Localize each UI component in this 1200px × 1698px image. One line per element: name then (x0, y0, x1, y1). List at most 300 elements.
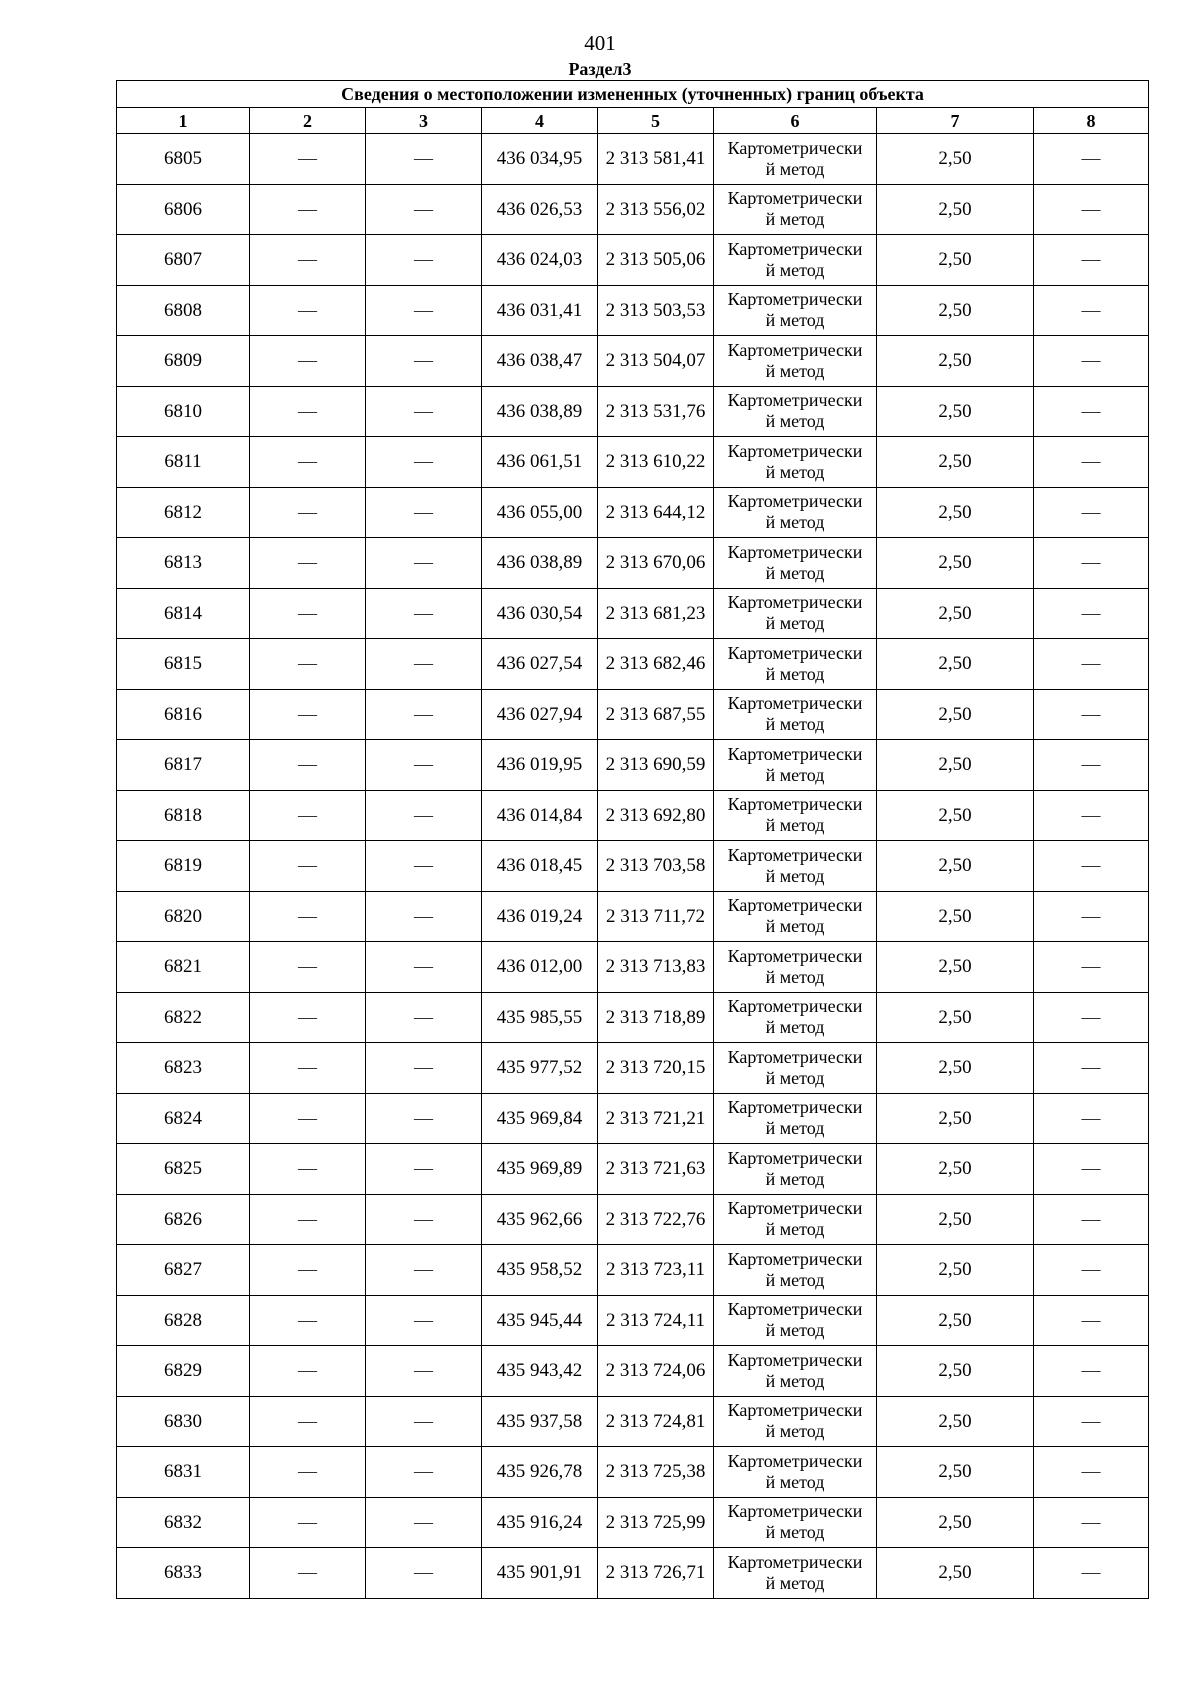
column-header: 6 (714, 108, 877, 134)
x-coordinate-cell: 435 926,78 (482, 1447, 598, 1498)
method-text-line: Картометрически (727, 1248, 863, 1269)
method-cell (714, 1497, 877, 1548)
cell-col-3: — (366, 184, 482, 235)
method-text-line: й метод (765, 1067, 825, 1088)
cell-col-2: — (250, 942, 366, 993)
x-coordinate-cell: 436 026,53 (482, 184, 598, 235)
y-coordinate-cell: 2 313 610,22 (598, 437, 714, 488)
cell-col-3: — (366, 1497, 482, 1548)
accuracy-cell: 2,50 (877, 1447, 1034, 1498)
point-number-cell: 6814 (117, 588, 250, 639)
cell-col-8: — (1034, 992, 1149, 1043)
x-coordinate-cell: 436 031,41 (482, 285, 598, 336)
y-coordinate-cell: 2 313 556,02 (598, 184, 714, 235)
column-header: 5 (598, 108, 714, 134)
method-text-line: Картометрически (727, 1299, 863, 1320)
cell-col-2: — (250, 891, 366, 942)
method-text-line: й метод (765, 1118, 825, 1139)
accuracy-cell: 2,50 (877, 1396, 1034, 1447)
cell-col-8: — (1034, 1194, 1149, 1245)
method-cell (714, 538, 877, 589)
method-cell (714, 992, 877, 1043)
cell-col-8: — (1034, 1548, 1149, 1599)
column-header: 7 (877, 108, 1034, 134)
table-row (117, 1194, 1149, 1245)
method-text-line: Картометрически (727, 390, 863, 411)
y-coordinate-cell: 2 313 723,11 (598, 1245, 714, 1296)
point-number-cell: 6819 (117, 841, 250, 892)
accuracy-cell: 2,50 (877, 184, 1034, 235)
method-text-line: й метод (765, 613, 825, 634)
x-coordinate-cell: 436 038,89 (482, 538, 598, 589)
point-number-cell: 6832 (117, 1497, 250, 1548)
table-row (117, 1396, 1149, 1447)
boundary-coordinates-table (116, 80, 1149, 1599)
cell-col-8: — (1034, 1346, 1149, 1397)
method-text-line: Картометрически (727, 238, 863, 259)
cell-col-8: — (1034, 538, 1149, 589)
cell-col-8: — (1034, 1245, 1149, 1296)
cell-col-3: — (366, 1295, 482, 1346)
method-text-line: Картометрически (727, 1551, 863, 1572)
cell-col-2: — (250, 689, 366, 740)
x-coordinate-cell: 436 034,95 (482, 134, 598, 185)
cell-col-8: — (1034, 891, 1149, 942)
x-coordinate-cell: 436 019,24 (482, 891, 598, 942)
cell-col-2: — (250, 1346, 366, 1397)
cell-col-2: — (250, 1043, 366, 1094)
accuracy-cell: 2,50 (877, 1144, 1034, 1195)
x-coordinate-cell: 436 012,00 (482, 942, 598, 993)
table-row (117, 639, 1149, 690)
table-row (117, 1093, 1149, 1144)
method-text-line: Картометрически (727, 1501, 863, 1522)
method-cell (714, 1194, 877, 1245)
method-text-line: Картометрически (727, 541, 863, 562)
y-coordinate-cell: 2 313 503,53 (598, 285, 714, 336)
y-coordinate-cell: 2 313 644,12 (598, 487, 714, 538)
cell-col-3: — (366, 639, 482, 690)
point-number-cell: 6813 (117, 538, 250, 589)
table-row (117, 740, 1149, 791)
point-number-cell: 6806 (117, 184, 250, 235)
accuracy-cell: 2,50 (877, 1093, 1034, 1144)
method-text-line: Картометрически (727, 1147, 863, 1168)
table-row (117, 235, 1149, 286)
point-number-cell: 6816 (117, 689, 250, 740)
table-row (117, 1245, 1149, 1296)
cell-col-3: — (366, 134, 482, 185)
method-text-line: Картометрически (727, 1046, 863, 1067)
cell-col-2: — (250, 386, 366, 437)
point-number-cell: 6808 (117, 285, 250, 336)
accuracy-cell: 2,50 (877, 841, 1034, 892)
x-coordinate-cell: 435 977,52 (482, 1043, 598, 1094)
method-cell (714, 1346, 877, 1397)
method-text-line: й метод (765, 815, 825, 836)
table-caption-row (117, 81, 1149, 108)
cell-col-3: — (366, 1245, 482, 1296)
column-header: 1 (117, 108, 250, 134)
table-row (117, 285, 1149, 336)
accuracy-cell: 2,50 (877, 235, 1034, 286)
point-number-cell: 6810 (117, 386, 250, 437)
method-cell (714, 841, 877, 892)
point-number-cell: 6825 (117, 1144, 250, 1195)
cell-col-3: — (366, 437, 482, 488)
method-cell (714, 1548, 877, 1599)
method-text-line: Картометрически (727, 1349, 863, 1370)
table-row (117, 386, 1149, 437)
cell-col-3: — (366, 689, 482, 740)
method-cell (714, 790, 877, 841)
y-coordinate-cell: 2 313 725,99 (598, 1497, 714, 1548)
cell-col-2: — (250, 1295, 366, 1346)
cell-col-3: — (366, 1548, 482, 1599)
y-coordinate-cell: 2 313 531,76 (598, 386, 714, 437)
column-header: 8 (1034, 108, 1149, 134)
cell-col-8: — (1034, 336, 1149, 387)
point-number-cell: 6829 (117, 1346, 250, 1397)
cell-col-8: — (1034, 184, 1149, 235)
table-row (117, 841, 1149, 892)
point-number-cell: 6812 (117, 487, 250, 538)
method-cell (714, 285, 877, 336)
method-text-line: Картометрически (727, 440, 863, 461)
method-text-line: Картометрически (727, 339, 863, 360)
cell-col-3: — (366, 1144, 482, 1195)
cell-col-2: — (250, 285, 366, 336)
table-row (117, 689, 1149, 740)
method-text-line: й метод (765, 158, 825, 179)
cell-col-3: — (366, 588, 482, 639)
table-row (117, 184, 1149, 235)
cell-col-8: — (1034, 942, 1149, 993)
x-coordinate-cell: 435 962,66 (482, 1194, 598, 1245)
y-coordinate-cell: 2 313 504,07 (598, 336, 714, 387)
accuracy-cell: 2,50 (877, 336, 1034, 387)
accuracy-cell: 2,50 (877, 487, 1034, 538)
method-text-line: й метод (765, 916, 825, 937)
method-text-line: й метод (765, 562, 825, 583)
point-number-cell: 6818 (117, 790, 250, 841)
y-coordinate-cell: 2 313 713,83 (598, 942, 714, 993)
method-cell (714, 942, 877, 993)
x-coordinate-cell: 435 916,24 (482, 1497, 598, 1548)
cell-col-8: — (1034, 1447, 1149, 1498)
y-coordinate-cell: 2 313 724,06 (598, 1346, 714, 1397)
method-cell (714, 1295, 877, 1346)
x-coordinate-cell: 435 943,42 (482, 1346, 598, 1397)
y-coordinate-cell: 2 313 505,06 (598, 235, 714, 286)
cell-col-2: — (250, 538, 366, 589)
accuracy-cell: 2,50 (877, 1295, 1034, 1346)
x-coordinate-cell: 436 055,00 (482, 487, 598, 538)
accuracy-cell: 2,50 (877, 942, 1034, 993)
table-row (117, 588, 1149, 639)
method-text-line: й метод (765, 461, 825, 482)
point-number-cell: 6831 (117, 1447, 250, 1498)
method-text-line: й метод (765, 865, 825, 886)
method-text-line: Картометрически (727, 1198, 863, 1219)
y-coordinate-cell: 2 313 690,59 (598, 740, 714, 791)
accuracy-cell: 2,50 (877, 437, 1034, 488)
x-coordinate-cell: 436 024,03 (482, 235, 598, 286)
cell-col-2: — (250, 639, 366, 690)
table-row (117, 891, 1149, 942)
method-cell (714, 891, 877, 942)
point-number-cell: 6823 (117, 1043, 250, 1094)
cell-col-3: — (366, 841, 482, 892)
table-row (117, 437, 1149, 488)
y-coordinate-cell: 2 313 721,63 (598, 1144, 714, 1195)
method-cell (714, 1093, 877, 1144)
point-number-cell: 6815 (117, 639, 250, 690)
point-number-cell: 6822 (117, 992, 250, 1043)
cell-col-8: — (1034, 235, 1149, 286)
accuracy-cell: 2,50 (877, 386, 1034, 437)
cell-col-2: — (250, 1497, 366, 1548)
method-cell (714, 1245, 877, 1296)
method-cell (714, 1447, 877, 1498)
method-text-line: Картометрически (727, 895, 863, 916)
method-text-line: й метод (765, 512, 825, 533)
cell-col-3: — (366, 942, 482, 993)
point-number-cell: 6826 (117, 1194, 250, 1245)
method-cell (714, 1144, 877, 1195)
cell-col-8: — (1034, 588, 1149, 639)
cell-col-2: — (250, 134, 366, 185)
method-cell (714, 437, 877, 488)
method-text-line: й метод (765, 1572, 825, 1593)
table-row (117, 336, 1149, 387)
method-cell (714, 134, 877, 185)
cell-col-3: — (366, 285, 482, 336)
method-cell (714, 1043, 877, 1094)
cell-col-2: — (250, 1245, 366, 1296)
accuracy-cell: 2,50 (877, 285, 1034, 336)
point-number-cell: 6824 (117, 1093, 250, 1144)
cell-col-8: — (1034, 639, 1149, 690)
method-cell (714, 1396, 877, 1447)
method-text-line: й метод (765, 360, 825, 381)
cell-col-2: — (250, 487, 366, 538)
x-coordinate-cell: 436 019,95 (482, 740, 598, 791)
cell-col-3: — (366, 1043, 482, 1094)
accuracy-cell: 2,50 (877, 1043, 1034, 1094)
table-row (117, 1043, 1149, 1094)
x-coordinate-cell: 436 027,54 (482, 639, 598, 690)
x-coordinate-cell: 435 958,52 (482, 1245, 598, 1296)
x-coordinate-cell: 435 985,55 (482, 992, 598, 1043)
table-row (117, 1346, 1149, 1397)
cell-col-2: — (250, 1144, 366, 1195)
cell-col-3: — (366, 1396, 482, 1447)
method-text-line: й метод (765, 1168, 825, 1189)
accuracy-cell: 2,50 (877, 538, 1034, 589)
table-row (117, 538, 1149, 589)
page-number: 401 (584, 31, 616, 55)
cell-col-2: — (250, 1396, 366, 1447)
x-coordinate-cell: 436 014,84 (482, 790, 598, 841)
cell-col-2: — (250, 740, 366, 791)
method-text-line: й метод (765, 764, 825, 785)
point-number-cell: 6807 (117, 235, 250, 286)
accuracy-cell: 2,50 (877, 1548, 1034, 1599)
cell-col-3: — (366, 538, 482, 589)
method-text-line: Картометрически (727, 693, 863, 714)
x-coordinate-cell: 435 901,91 (482, 1548, 598, 1599)
table-row (117, 1447, 1149, 1498)
column-header: 3 (366, 108, 482, 134)
method-text-line: й метод (765, 259, 825, 280)
cell-col-2: — (250, 437, 366, 488)
table-row (117, 1295, 1149, 1346)
method-cell (714, 487, 877, 538)
cell-col-2: — (250, 992, 366, 1043)
table-row (117, 134, 1149, 185)
x-coordinate-cell: 435 937,58 (482, 1396, 598, 1447)
y-coordinate-cell: 2 313 720,15 (598, 1043, 714, 1094)
cell-col-8: — (1034, 790, 1149, 841)
point-number-cell: 6828 (117, 1295, 250, 1346)
method-text-line: Картометрически (727, 289, 863, 310)
accuracy-cell: 2,50 (877, 790, 1034, 841)
cell-col-2: — (250, 235, 366, 286)
method-text-line: Картометрически (727, 794, 863, 815)
table-header-row (117, 108, 1149, 134)
method-text-line: Картометрически (727, 743, 863, 764)
accuracy-cell: 2,50 (877, 1194, 1034, 1245)
cell-col-3: — (366, 1093, 482, 1144)
y-coordinate-cell: 2 313 724,81 (598, 1396, 714, 1447)
cell-col-3: — (366, 386, 482, 437)
x-coordinate-cell: 436 061,51 (482, 437, 598, 488)
cell-col-3: — (366, 1447, 482, 1498)
cell-col-3: — (366, 740, 482, 791)
point-number-cell: 6821 (117, 942, 250, 993)
method-text-line: й метод (765, 411, 825, 432)
method-text-line: й метод (765, 966, 825, 987)
point-number-cell: 6827 (117, 1245, 250, 1296)
table-body (117, 134, 1149, 1599)
method-text-line: Картометрически (727, 1097, 863, 1118)
accuracy-cell: 2,50 (877, 1346, 1034, 1397)
cell-col-2: — (250, 790, 366, 841)
method-text-line: й метод (765, 1269, 825, 1290)
method-text-line: й метод (765, 663, 825, 684)
cell-col-8: — (1034, 386, 1149, 437)
method-text-line: й метод (765, 1320, 825, 1341)
method-cell (714, 336, 877, 387)
cell-col-8: — (1034, 437, 1149, 488)
method-cell (714, 639, 877, 690)
cell-col-8: — (1034, 689, 1149, 740)
accuracy-cell: 2,50 (877, 1245, 1034, 1296)
table-row (117, 487, 1149, 538)
table-row (117, 942, 1149, 993)
method-text-line: Картометрически (727, 1400, 863, 1421)
point-number-cell: 6830 (117, 1396, 250, 1447)
cell-col-2: — (250, 184, 366, 235)
accuracy-cell: 2,50 (877, 992, 1034, 1043)
table-row (117, 1497, 1149, 1548)
point-number-cell: 6805 (117, 134, 250, 185)
table-row (117, 1548, 1149, 1599)
accuracy-cell: 2,50 (877, 1497, 1034, 1548)
method-text-line: й метод (765, 1219, 825, 1240)
method-text-line: й метод (765, 1370, 825, 1391)
method-cell (714, 386, 877, 437)
cell-col-2: — (250, 1194, 366, 1245)
accuracy-cell: 2,50 (877, 891, 1034, 942)
method-text-line: Картометрически (727, 592, 863, 613)
cell-col-8: — (1034, 1144, 1149, 1195)
cell-col-8: — (1034, 1093, 1149, 1144)
cell-col-2: — (250, 841, 366, 892)
x-coordinate-cell: 435 969,84 (482, 1093, 598, 1144)
method-text-line: Картометрически (727, 996, 863, 1017)
table-row (117, 1144, 1149, 1195)
accuracy-cell: 2,50 (877, 740, 1034, 791)
y-coordinate-cell: 2 313 718,89 (598, 992, 714, 1043)
point-number-cell: 6820 (117, 891, 250, 942)
cell-col-3: — (366, 891, 482, 942)
cell-col-3: — (366, 992, 482, 1043)
cell-col-2: — (250, 1548, 366, 1599)
y-coordinate-cell: 2 313 670,06 (598, 538, 714, 589)
method-cell (714, 184, 877, 235)
y-coordinate-cell: 2 313 725,38 (598, 1447, 714, 1498)
accuracy-cell: 2,50 (877, 588, 1034, 639)
x-coordinate-cell: 436 038,47 (482, 336, 598, 387)
cell-col-8: — (1034, 841, 1149, 892)
cell-col-2: — (250, 1093, 366, 1144)
cell-col-3: — (366, 235, 482, 286)
method-text-line: й метод (765, 209, 825, 230)
cell-col-2: — (250, 336, 366, 387)
method-text-line: й метод (765, 1522, 825, 1543)
cell-col-8: — (1034, 487, 1149, 538)
cell-col-3: — (366, 1194, 482, 1245)
x-coordinate-cell: 435 945,44 (482, 1295, 598, 1346)
method-text-line: Картометрически (727, 642, 863, 663)
method-text-line: Картометрически (727, 945, 863, 966)
x-coordinate-cell: 436 027,94 (482, 689, 598, 740)
method-text-line: Картометрически (727, 491, 863, 512)
accuracy-cell: 2,50 (877, 134, 1034, 185)
cell-col-3: — (366, 487, 482, 538)
y-coordinate-cell: 2 313 722,76 (598, 1194, 714, 1245)
y-coordinate-cell: 2 313 692,80 (598, 790, 714, 841)
cell-col-8: — (1034, 1295, 1149, 1346)
cell-col-3: — (366, 1346, 482, 1397)
cell-col-2: — (250, 1447, 366, 1498)
y-coordinate-cell: 2 313 681,23 (598, 588, 714, 639)
y-coordinate-cell: 2 313 724,11 (598, 1295, 714, 1346)
x-coordinate-cell: 436 030,54 (482, 588, 598, 639)
point-number-cell: 6817 (117, 740, 250, 791)
method-text-line: й метод (765, 1017, 825, 1038)
y-coordinate-cell: 2 313 721,21 (598, 1093, 714, 1144)
y-coordinate-cell: 2 313 703,58 (598, 841, 714, 892)
x-coordinate-cell: 436 018,45 (482, 841, 598, 892)
column-header: 2 (250, 108, 366, 134)
method-cell (714, 740, 877, 791)
method-text-line: й метод (765, 310, 825, 331)
x-coordinate-cell: 435 969,89 (482, 1144, 598, 1195)
point-number-cell: 6811 (117, 437, 250, 488)
